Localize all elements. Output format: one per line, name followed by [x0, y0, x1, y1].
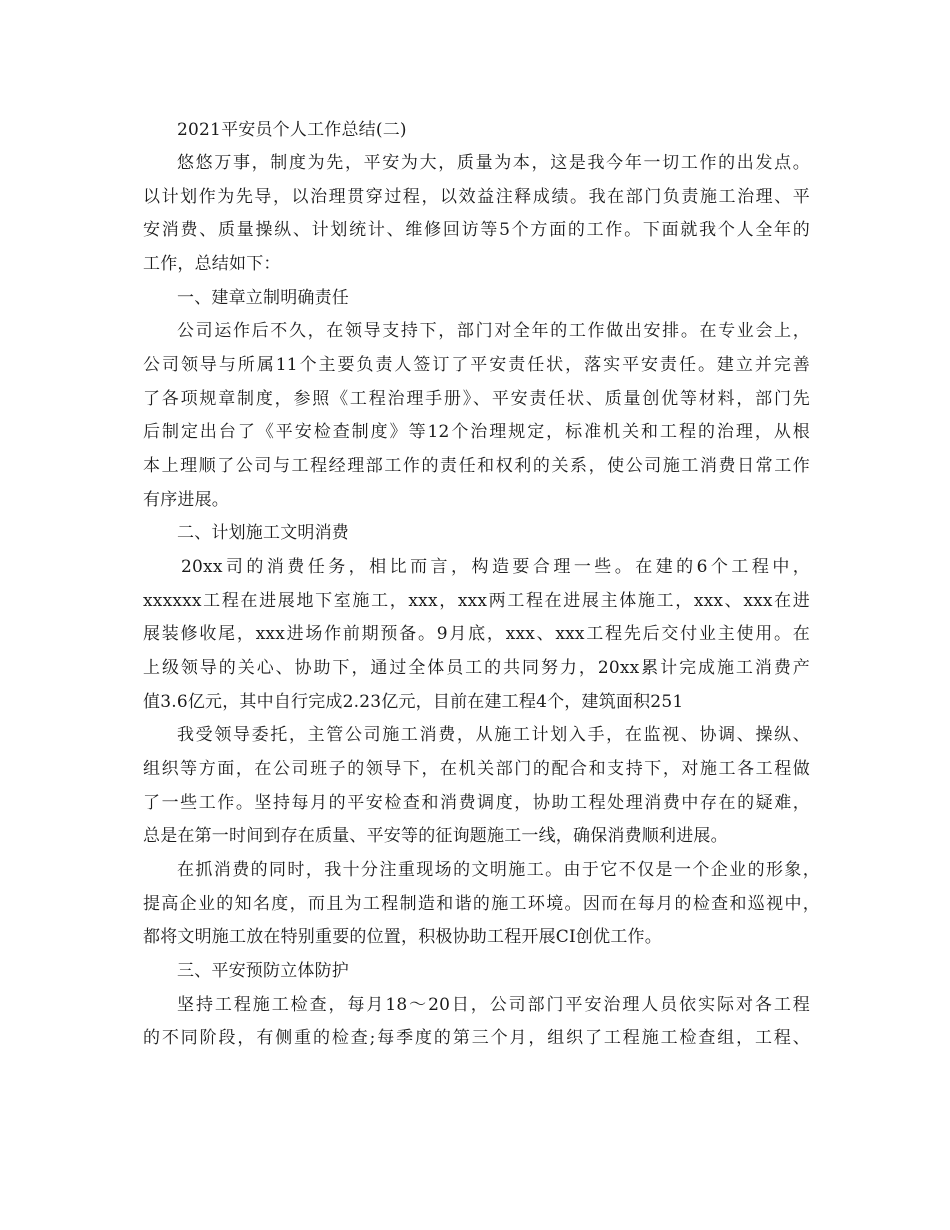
- paragraph-line: xxxxxx工程在进展地下室施工，xxx，xxx两工程在进展主体施工，xxx、xxx在进: [143, 591, 810, 611]
- paragraph-line: 后制定出台了《平安检查制度》等12个治理规定，标准机关和工程的治理，从根: [143, 422, 810, 442]
- paragraph-line: 展装修收尾，xxx进场作前期预备。9月底，xxx、xxx工程先后交付业主使用。在: [143, 624, 810, 644]
- paragraph-line: 本上理顺了公司与工程经理部工作的责任和权利的关系，使公司施工消费日常工作: [143, 456, 810, 476]
- paragraph-line: 上级领导的关心、协助下，通过全体员工的共同努力，20xx累计完成施工消费产: [143, 658, 810, 678]
- paragraph-line: 以计划作为先导，以治理贯穿过程，以效益注释成绩。我在部门负责施工治理、平: [143, 187, 810, 207]
- paragraph-line: 的不同阶段，有侧重的检查;每季度的第三个月，组织了工程施工检查组，工程、: [143, 1028, 810, 1048]
- paragraph-line: 20xx司的消费任务，相比而言，构造要合理一些。在建的6个工程中，: [181, 557, 810, 577]
- paragraph-line: 工作，总结如下：: [143, 254, 281, 274]
- paragraph-line: 悠悠万事，制度为先，平安为大，质量为本，这是我今年一切工作的出发点。: [177, 153, 810, 173]
- section-heading: 二、计划施工文明消费: [177, 523, 349, 543]
- paragraph-line: 都将文明施工放在特别重要的位置，积极协助工程开展CI创优工作。: [143, 927, 662, 947]
- paragraph-line: 值3.6亿元，其中自行完成2.23亿元，目前在建工程4个，建筑面积251: [143, 692, 684, 712]
- paragraph-line: 有序进展。: [143, 490, 229, 510]
- paragraph-line: 了一些工作。坚持每月的平安检查和消费调度，协助工程处理消费中存在的疑难，: [143, 793, 810, 813]
- paragraph-line: 公司运作后不久，在领导支持下，部门对全年的工作做出安排。在专业会上，: [177, 321, 810, 341]
- paragraph-line: 我受领导委托，主管公司施工消费，从施工计划入手，在监视、协调、操纵、: [177, 725, 810, 745]
- paragraph-line: 在抓消费的同时，我十分注重现场的文明施工。由于它不仅是一个企业的形象，: [177, 860, 820, 880]
- document-title: 2021平安员个人工作总结(二): [177, 120, 407, 140]
- paragraph-line: 总是在第一时间到存在质量、平安等的征询题施工一线，确保消费顺利进展。: [143, 826, 728, 846]
- paragraph-line: 提高企业的知名度，而且为工程制造和谐的施工环境。因而在每月的检查和巡视中，: [143, 894, 820, 914]
- paragraph-line: 了各项规章制度，参照《工程治理手册》、平安责任状、质量创优等材料，部门先: [143, 389, 810, 409]
- paragraph-line: 公司领导与所属11个主要负责人签订了平安责任状，落实平安责任。建立并完善: [143, 355, 810, 375]
- section-heading: 一、建章立制明确责任: [177, 288, 349, 308]
- paragraph-line: 组织等方面，在公司班子的领导下，在机关部门的配合和支持下，对施工各工程做: [143, 759, 810, 779]
- paragraph-line: 安消费、质量操纵、计划统计、维修回访等5个方面的工作。下面就我个人全年的: [143, 220, 810, 240]
- section-heading: 三、平安预防立体防护: [177, 961, 349, 981]
- paragraph-line: 坚持工程施工检查，每月18～20日，公司部门平安治理人员依实际对各工程: [177, 995, 810, 1015]
